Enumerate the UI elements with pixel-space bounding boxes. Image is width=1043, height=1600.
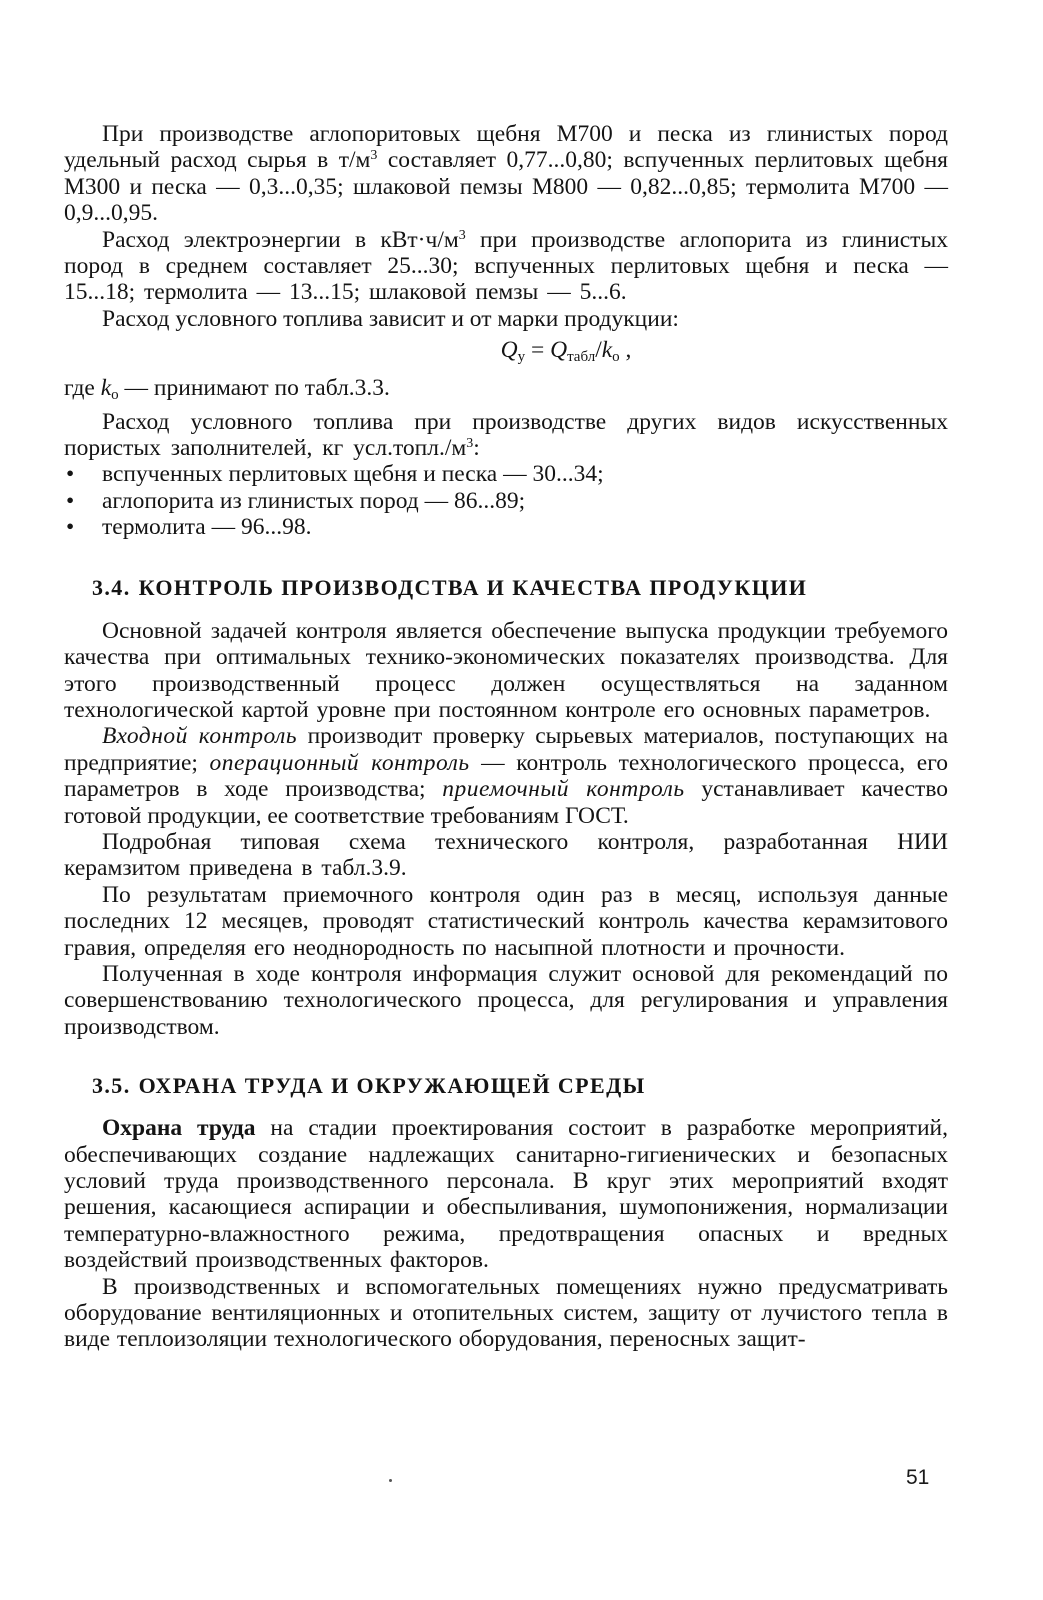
list-item-text: вспученных перлитовых щебня и песка — 30...34; xyxy=(102,461,604,488)
text-run: Расход электроэнергии в кВт·ч/м xyxy=(102,226,459,253)
text-run: Расход условного топлива при производстве других видов искусственных пористых заполнителей, кг усл.топл./м xyxy=(64,408,948,462)
paragraph-statistical-control: По результатам приемочного контроля один раз в месяц, используя данные последних 12 месяцев, проводят статистический контроль качества керамзитового гравия, определяя его неоднородность по насыпной плотности и прочности. xyxy=(64,881,948,961)
list-item-text: аглопорита из глинистых пород — 86...89; xyxy=(102,487,526,514)
list-item-text: термолита — 96...98. xyxy=(102,514,312,541)
section-heading-3-5 xyxy=(64,1073,948,1099)
text-run: — контроль технологического процесса, его параметров в ходе производства; xyxy=(64,749,948,803)
list-item xyxy=(64,514,948,540)
superscript: 3 xyxy=(466,436,474,452)
spacer xyxy=(64,1040,948,1073)
paragraph-premises: В производственных и вспомогательных помещениях нужно предусматривать оборудование вентиляционных и отопительных систем, защиту от лучистого тепла в виде теплоизоляции технологического оборудования, переносных защит- xyxy=(64,1273,948,1353)
formula-subscript: табл xyxy=(567,349,596,366)
scan-speck xyxy=(389,1479,392,1482)
paragraph-where xyxy=(64,375,948,408)
paragraph-fuel-intro xyxy=(64,306,948,332)
section-heading-3-4 xyxy=(64,575,948,601)
page-number: 51 xyxy=(906,1466,930,1489)
spacer xyxy=(64,601,948,618)
text-run: устанавливает качество готовой продукции, ее соответствие требованиям ГОСТ. xyxy=(64,776,948,829)
term-input-control: Входной контроль xyxy=(102,723,298,750)
formula-operator: = xyxy=(525,337,551,364)
section-number: 3.4. xyxy=(92,574,131,600)
superscript: 3 xyxy=(370,148,378,164)
paragraph-control-types xyxy=(64,723,948,829)
text-run: Расход условного топлива зависит и от марки продукции: xyxy=(102,305,679,332)
section-number: 3.5. xyxy=(92,1073,131,1099)
section-title: ОХРАНА ТРУДА И ОКРУЖАЮЩЕЙ СРЕДЫ xyxy=(138,1073,646,1099)
list-item xyxy=(64,461,948,487)
paragraph-raw-material-consumption xyxy=(64,121,948,227)
paragraph-electricity-consumption xyxy=(64,227,948,306)
term-acceptance-control: приемочный контроль xyxy=(442,776,685,803)
formula-symbol: Q xyxy=(550,337,568,364)
term-operational-control: операционный контроль xyxy=(209,749,470,776)
formula-subscript: о xyxy=(111,387,119,404)
term-labor-protection: Охрана труда xyxy=(102,1115,256,1142)
formula-symbol: Q xyxy=(500,337,518,364)
formula-punctuation: , xyxy=(619,337,632,364)
page-content xyxy=(64,121,948,1353)
text-run: производит проверку сырьевых материалов, поступающих на предприятие; xyxy=(64,723,949,776)
spacer xyxy=(64,541,948,575)
text-run: : xyxy=(473,435,480,462)
text-run: При производстве аглопоритовых щебня М700 и песка из глинистых пород удельный расход сырья в т/м xyxy=(64,121,948,174)
formula-operator: / xyxy=(595,337,602,364)
text-run: — принимают по табл.3.3. xyxy=(118,375,390,402)
bullet-icon: • xyxy=(66,514,75,541)
fuel-list xyxy=(64,461,948,540)
paragraph-control-task: Основной задачей контроля является обеспечение выпуска продукции требуемого качества при оптимальных технико-экономических показателях производства. Для этого производственный процесс должен осуществляться на заданном технологической картой уровне при постоянном контроле его основных параметров. xyxy=(64,617,948,723)
text-run: на стадии проектирования состоит в разработке мероприятий, обеспечивающих создание надлежащих санитарно-гигиенических и безопасных условий труда производственного персонала. В круг этих мероприятий входят решения, касающиеся аспирации и обеспыливания, шумопонижения, нормализации температурно-влажностного режима, предотвращения опасных и вредных воздействий производственных факторов. xyxy=(64,1115,948,1274)
text-run: при производстве аглопорита из глинистых пород в среднем составляет 25...30; вспученных перлитовых щебня и песка — 15...18; термолита — 13...15; шлаковой пемзы — 5...6. xyxy=(64,226,948,306)
spacer xyxy=(64,1099,948,1115)
paragraph-control-scheme: Подробная типовая схема технического контроля, разработанная НИИ керамзитом приведена в табл.3.9. xyxy=(64,828,948,882)
formula-subscript: у xyxy=(517,349,526,366)
paragraph-labor-protection xyxy=(64,1115,948,1273)
list-item xyxy=(64,488,948,514)
section-title: КОНТРОЛЬ ПРОИЗВОДСТВА И КАЧЕСТВА ПРОДУКЦИИ xyxy=(138,574,808,600)
bullet-icon: • xyxy=(66,487,75,514)
paragraph-fuel-other xyxy=(64,409,948,462)
paragraph-control-information: Полученная в ходе контроля информация служит основой для рекомендаций по совершенствованию технологического процесса, для регулирования и управления производством. xyxy=(64,960,948,1040)
text-run: составляет 0,77...0,80; вспученных перлитовых щебня М300 и песка — 0,3...0,35; шлаковой пемзы М800 — 0,82...0,85; термолита М700 — 0,9...0,95. xyxy=(64,147,948,227)
formula-subscript: о xyxy=(612,349,620,366)
formula-fuel-consumption xyxy=(64,334,948,373)
formula-symbol: k xyxy=(100,375,112,402)
text-run: где xyxy=(64,375,101,402)
superscript: 3 xyxy=(458,227,466,243)
bullet-icon: • xyxy=(66,461,75,488)
formula-symbol: k xyxy=(601,337,613,364)
